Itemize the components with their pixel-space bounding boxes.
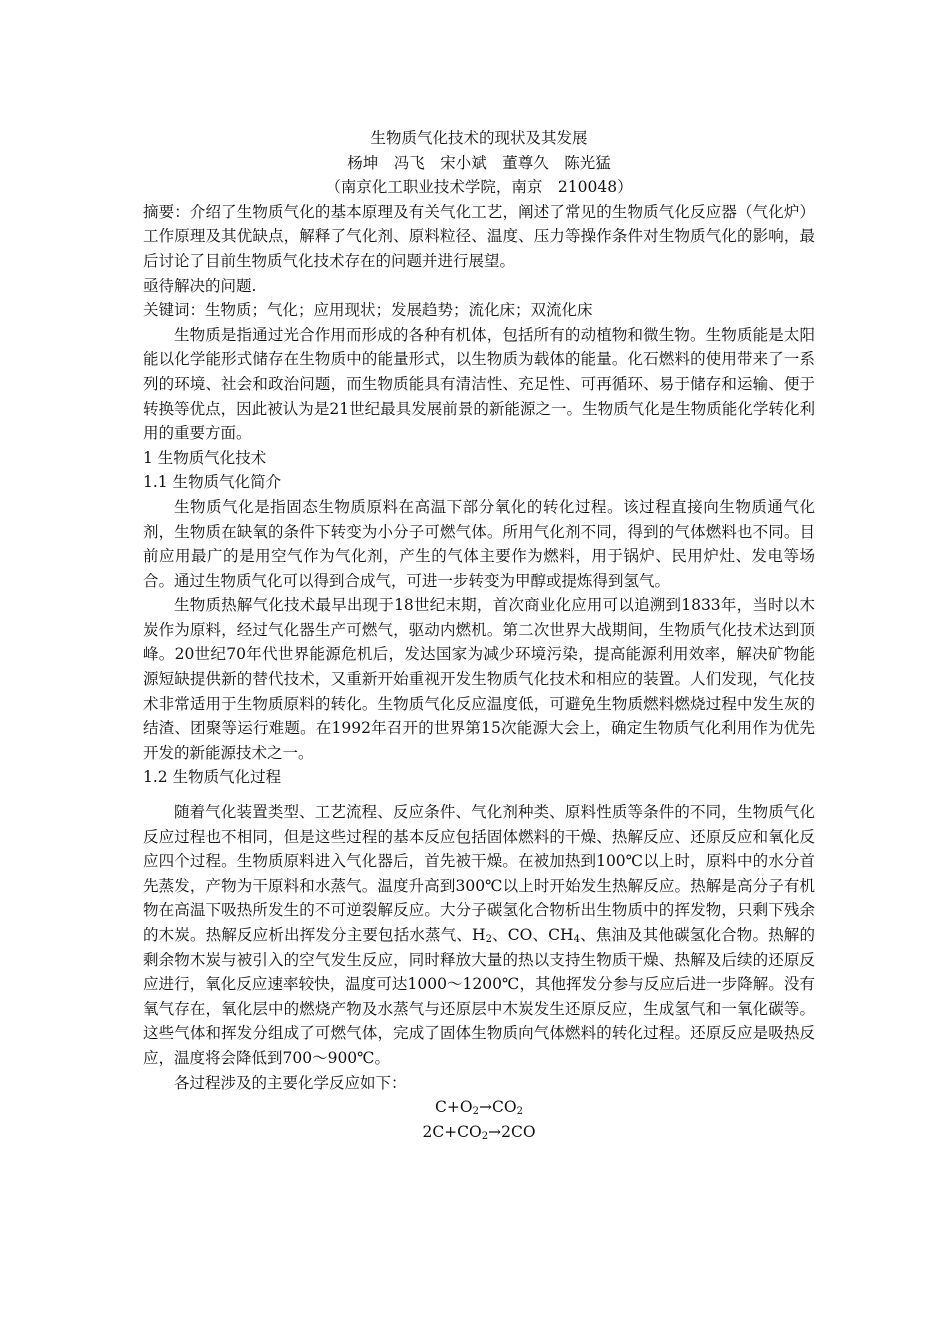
- subscript: 2: [516, 1106, 523, 1118]
- section-1-2-paragraph-2: 各过程涉及的主要化学反应如下：: [174, 1073, 407, 1092]
- equation-part: 2CO: [501, 1122, 536, 1141]
- section-1-1-paragraph-1: 生物质气化是指固态生物质原料在高温下部分氧化的转化过程。该过程直接向生物质通气化剂，生物质在缺氧的条件下转变为小分子可燃气体。所用气化剂不同，得到的气体燃料也不同。目前应用最广的是用空气作为气化剂，产生的气体主要作为燃料，用于锅炉、民用炉灶、发电等场合。通过生物质气化可以得到合成气，可进一步转变为甲醇或提炼得到氢气。: [143, 497, 815, 590]
- subscript: 2: [481, 1130, 489, 1142]
- section-1-1-paragraph-2: 生物质热解气化技术最早出现于18世纪末期，首次商业化应用可以追溯到1833年，当时以木炭作为原料，经过气化器生产可燃气，驱动内燃机。第二次世界大战期间，生物质气化技术达到顶峰。20世纪70年代世界能源危机后，发达国家为减少环境污染，提高能源利用效率，解决矿物能源短缺提供新的替代技术，又重新开始重视开发生物质气化技术和相应的装置。人们发现，气化技术非常适用于生物质原料的转化。生物质气化反应温度低，可避免生物质燃料燃烧过程中发生灰的结渣、团聚等运行难题。在1992年召开的世界第15次能源大会上，确定生物质气化利用作为优先开发的新能源技术之一。: [143, 596, 815, 762]
- section-1-2-paragraph-1: [143, 800, 815, 1071]
- paragraph-text-part: 、CO、CH: [491, 926, 574, 944]
- equation-part: C+O: [435, 1098, 473, 1117]
- section-1-2-heading: 1.2 生物质气化过程: [143, 768, 282, 787]
- spacer: [143, 790, 815, 800]
- equation-2: [143, 1120, 815, 1145]
- reaction-arrow: →: [478, 1098, 492, 1117]
- reaction-arrow: →: [488, 1122, 502, 1141]
- keywords: 关键词：生物质；气化；应用现状；发展趋势；流化床；双流化床: [143, 301, 593, 320]
- paper-authors: 杨坤 冯飞 宋小斌 董尊久 陈光猛: [347, 153, 611, 172]
- paper-affiliation: （南京化工职业技术学院，南京 210048）: [325, 178, 633, 197]
- abstract-extra: 亟待解决的问题.: [143, 276, 257, 295]
- abstract: 摘要：介绍了生物质气化的基本原理及有关气化工艺，阐述了常见的生物质气化反应器（气化炉）工作原理及其优缺点，解释了气化剂、原料粒径、温度、压力等操作条件对生物质气化的影响，最后讨论了目前生物质气化技术存在的问题并进行展望。: [143, 202, 815, 270]
- paper-page: [143, 126, 815, 1144]
- section-1-heading: 1 生物质气化技术: [143, 448, 267, 467]
- subscript: 2: [472, 1106, 479, 1118]
- paragraph-text-part: 随着气化装置类型、工艺流程、反应条件、气化剂种类、原料性质等条件的不同，生物质气化反应过程也不相同，但是这些过程的基本反应包括固体燃料的干燥、热解反应、还原反应和氧化反应四个过程。生物质原料进入气化器后，首先被干燥。在被加热到100℃以上时，原料中的水分首先蒸发，产物为干原料和水蒸气。温度升高到300℃以上时开始发生热解反应。热解是高分子有机物在高温下吸热所发生的不可逆裂解反应。大分子碳氢化合物析出生物质中的挥发物，只剩下残余的木炭。热解反应析出挥发分主要包括水蒸气、H: [143, 803, 815, 944]
- equation-part: CO: [491, 1098, 517, 1117]
- equation-part: 2C+CO: [422, 1122, 482, 1141]
- intro-paragraph: 生物质是指通过光合作用而形成的各种有机体，包括所有的动植物和微生物。生物质能是太阳能以化学能形式储存在生物质中的能量形式，以生物质为载体的能量。化石燃料的使用带来了一系列的环境、社会和政治问题，而生物质能具有清洁性、充足性、可再循环、易于储存和运输、便于转换等优点，因此被认为是21世纪最具发展前景的新能源之一。生物质气化是生物质能化学转化利用的重要方面。: [143, 325, 815, 443]
- subscript: 4: [573, 934, 580, 945]
- subscript: 2: [485, 934, 492, 945]
- equation-1: [143, 1095, 815, 1120]
- paper-title: 生物质气化技术的现状及其发展: [370, 129, 588, 147]
- section-1-1-heading: 1.1 生物质气化简介: [143, 473, 282, 492]
- paragraph-text-part: 、焦油及其他碳氢化合物。热解的剩余物木炭与被引入的空气发生反应，同时释放大量的热以支持生物质干燥、热解及后续的还原反应进行，氧化反应速率较快，温度可达1000～1200℃，其他挥发分参与反应后进一步降解。没有氧气存在，氧化层中的燃烧产物及水蒸气与还原层中木炭发生还原反应，生成氢气和一氧化碳等。这些气体和挥发分组成了可燃气体，完成了固体生物质向气体燃料的转化过程。还原反应是吸热反应，温度将会降低到700～900℃。: [143, 926, 815, 1067]
